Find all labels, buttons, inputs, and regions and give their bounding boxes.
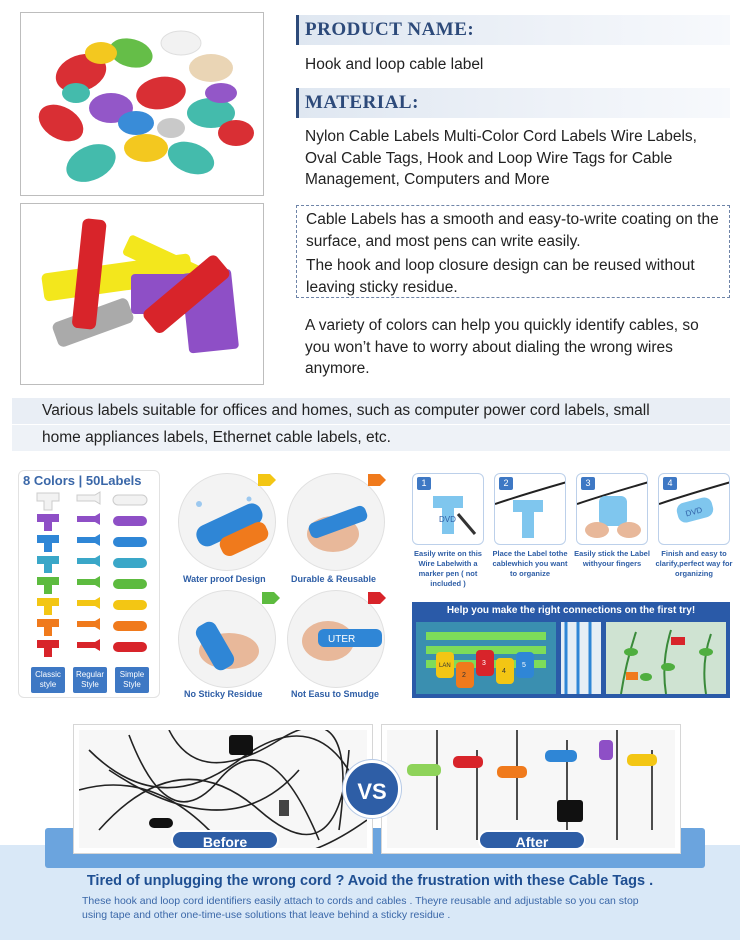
swatch-simple-5: [113, 579, 147, 589]
swatch-classic-8: [37, 640, 59, 657]
step-1-text: Easily write on this Wire Labelwith a marker pen ( not included ): [414, 549, 482, 588]
step-3-text: Easily stick the Label withyour fingers: [574, 549, 650, 568]
feature-caption-waterproof: Water proof Design: [183, 574, 266, 584]
classic-style-button: Classic style: [31, 667, 65, 693]
swatch-regular-7: [77, 618, 100, 630]
swatch-regular-1: [77, 492, 100, 504]
usage-text-line1: Various labels suitable for offices and homes, such as computer power cord labels, small: [42, 402, 650, 419]
swatch-simple-8: [113, 642, 147, 652]
step-1-number: 1: [417, 477, 431, 490]
connection-tag-text-5: 5: [522, 662, 526, 669]
swatch-regular-3: [77, 534, 100, 546]
swatch-classic-7: [37, 619, 59, 636]
feature-tag-icon-1: [256, 470, 278, 490]
feature-tag-icon-2: [366, 470, 388, 490]
swatch-simple-7: [113, 621, 147, 631]
swatch-simple-3: [113, 537, 147, 547]
footer-headline: Tired of unplugging the wrong cord ? Avoid the frustration with these Cable Tags .: [86, 873, 654, 889]
color-swatch-grid: [19, 489, 161, 679]
swatch-classic-2: [37, 514, 59, 531]
product-name-heading: PRODUCT NAME:: [305, 19, 475, 40]
step-2-image: [494, 473, 566, 545]
strap-labels-illustration: [21, 204, 264, 385]
swatch-regular-4: [77, 555, 100, 567]
feature-caption-no-residue: No Sticky Residue: [184, 689, 263, 699]
connections-title: Help you make the right connections on the first try!: [446, 605, 696, 616]
footer-subtext: These hook and loop cord identifiers easily attach to cords and cables . Theyre reusable and adjustable so you can stop using tape and other one-time-use solutions that leave behind a sticky residue .: [82, 895, 639, 921]
swatch-classic-4: [37, 556, 59, 573]
swatch-regular-2: [77, 513, 100, 525]
coating-note-line2: The hook and loop closure design can be reused without leaving sticky residue.: [306, 257, 695, 296]
connections-illustration: [416, 622, 726, 694]
regular-style-button: Regular Style: [73, 667, 107, 693]
step-4-text: Finish and easy to clarify,perfect way for organizing: [655, 549, 733, 578]
feature-tag-icon-3: [260, 588, 282, 608]
step-1-label-text: DVD: [439, 515, 456, 524]
product-name-heading-bar: [296, 15, 730, 45]
swatch-regular-5: [77, 576, 100, 588]
material-heading: MATERIAL:: [305, 92, 419, 113]
usage-bar-line1: [12, 398, 730, 424]
material-value: Nylon Cable Labels Multi-Color Cord Labels Wire Labels, Oval Cable Tags, Hook and Loop Wire Tags for Cable Management, Computers and More: [305, 128, 697, 188]
coating-note-box: [296, 205, 730, 298]
swatch-simple-1: [113, 495, 147, 505]
step-4-image: [658, 473, 730, 545]
feature-caption-durable: Durable & Reusable: [291, 574, 377, 584]
variety-note: A variety of colors can help you quickly identify cables, so you won’t have to worry about dialing the wrong wires anymore.: [305, 317, 699, 377]
swatch-simple-4: [113, 558, 147, 568]
colors-panel: [18, 470, 160, 698]
step-4-number: 4: [663, 477, 677, 490]
feature-caption-smudge: Not Easu to Smudge: [291, 689, 380, 699]
swatch-classic-1: [37, 493, 59, 510]
swatch-classic-3: [37, 535, 59, 552]
step-4-label-text: DVD: [684, 505, 704, 519]
vs-badge: VS: [343, 760, 401, 818]
connection-tag-text-2: 2: [462, 672, 466, 679]
connection-tag-text-1: LAN: [439, 663, 451, 669]
step-2-text: Place the Label tothe cablewhich you want to organize: [492, 549, 568, 578]
feature-tag-icon-4: [366, 588, 388, 608]
connections-panel: [412, 602, 730, 698]
step-2-number: 2: [499, 477, 513, 490]
before-label: Before: [171, 830, 279, 850]
smudge-tag-text: UTER: [328, 634, 356, 645]
swatch-simple-2: [113, 516, 147, 526]
swatch-simple-6: [113, 600, 147, 610]
material-heading-bar: [296, 88, 730, 118]
colors-panel-title: 8 Colors | 50Labels: [23, 473, 142, 488]
swatch-regular-6: [77, 597, 100, 609]
product-photo-pile: [20, 12, 264, 196]
product-photo-straps: [20, 203, 264, 385]
step-1-image: [412, 473, 484, 545]
step-3-number: 3: [581, 477, 595, 490]
step-3-image: [576, 473, 648, 545]
labels-pile-illustration: [21, 13, 264, 196]
coating-note-line1: Cable Labels has a smooth and easy-to-write coating on the surface, and most pens can write easily.: [306, 211, 719, 250]
usage-text-line2: home appliances labels, Ethernet cable labels, etc.: [42, 429, 391, 446]
swatch-classic-5: [37, 577, 59, 594]
simple-style-button: Simple Style: [115, 667, 149, 693]
product-name-value: Hook and loop cable label: [305, 56, 484, 73]
connection-tag-text-4: 4: [502, 668, 506, 675]
swatch-regular-8: [77, 639, 100, 651]
connection-tag-text-3: 3: [482, 660, 486, 667]
swatch-classic-6: [37, 598, 59, 615]
usage-bar-line2: [12, 425, 730, 451]
after-label: After: [478, 830, 586, 850]
